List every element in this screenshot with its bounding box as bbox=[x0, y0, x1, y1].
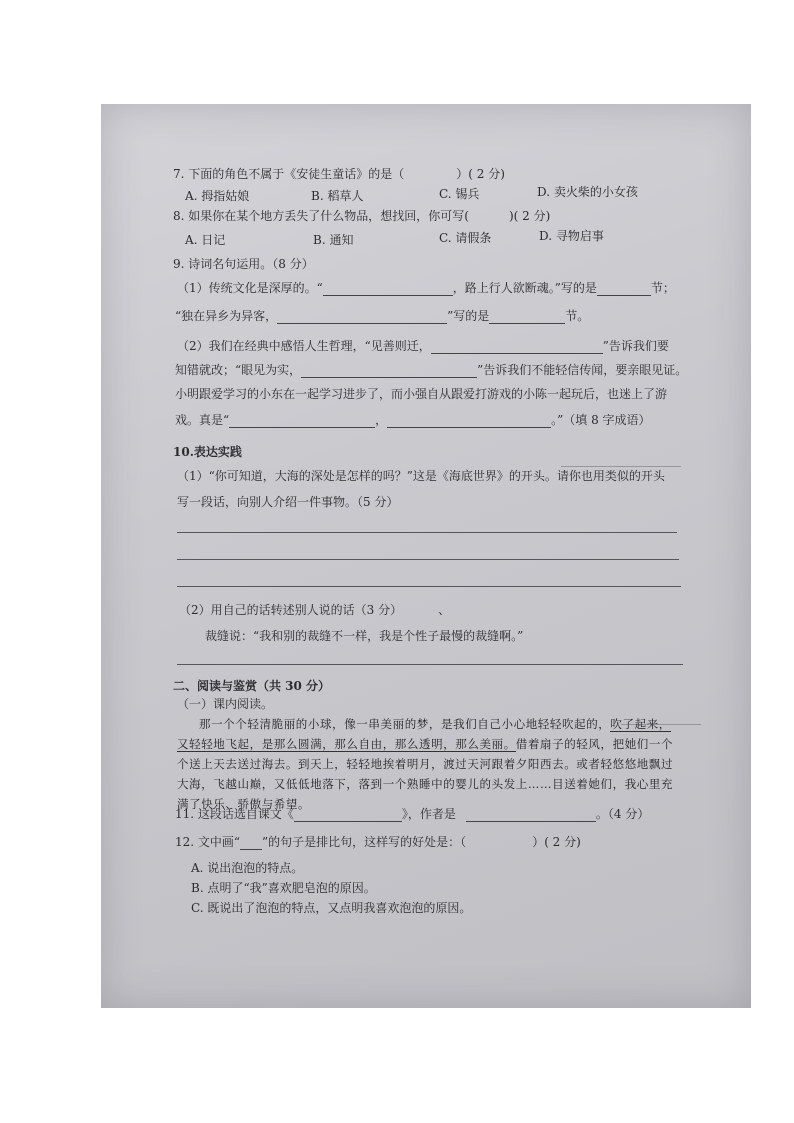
question-9-title: 9. 诗词名句运用。（8 分） bbox=[173, 257, 314, 271]
q9-l3b: ”告诉我们要 bbox=[602, 339, 669, 353]
q9-blank-5[interactable] bbox=[431, 341, 603, 354]
passage-line-2-text: 借着扇子的轻风，把她们一个 bbox=[515, 737, 674, 751]
q9-l2a: “独在异乡为异客， bbox=[175, 309, 278, 323]
q9-blank-8[interactable] bbox=[387, 415, 551, 428]
q9-l6b: ， bbox=[375, 413, 388, 427]
passage-line-5: 满了快乐、骄傲与希望。 bbox=[177, 797, 311, 811]
q12-c: ）( 2 分) bbox=[532, 835, 581, 849]
answer-line-2[interactable] bbox=[177, 559, 679, 560]
q7-option-b: B. 稻草人 bbox=[311, 189, 364, 203]
question-8 bbox=[173, 208, 550, 224]
q9-l1b: ，路上行人欲断魂。”写的是 bbox=[452, 281, 597, 295]
answer-line-4[interactable] bbox=[177, 664, 683, 665]
q7-option-a: A. 拇指姑娘 bbox=[185, 189, 250, 203]
q9-line-6 bbox=[175, 412, 651, 428]
question-8-score: )( 2 分) bbox=[508, 209, 551, 223]
bleed-through-mark bbox=[561, 466, 681, 467]
q9-l6a: 戏。真是“ bbox=[175, 413, 230, 427]
q9-l1a: （1）传统文化是深厚的。“ bbox=[177, 281, 323, 295]
section-2-title: 二、阅读与鉴赏（共 30 分） bbox=[173, 679, 331, 693]
q9-line-2 bbox=[175, 308, 589, 324]
q9-blank-6[interactable] bbox=[301, 365, 477, 378]
q11-a: 11. 这段话选自课文《 bbox=[175, 807, 294, 821]
question-12 bbox=[175, 834, 581, 850]
passage-line-2 bbox=[177, 736, 673, 752]
q10-prompt-1b: 写一段话，向别人介绍一件事物。（5 分） bbox=[177, 495, 399, 509]
q7-option-c: C. 锡兵 bbox=[439, 187, 480, 201]
q11-c: 。（4 分） bbox=[595, 807, 650, 821]
passage-underlined-2: 又轻轻地飞起，是那么圆满，那么自由，那么透明，那么美丽。 bbox=[177, 737, 516, 751]
section-2-subtitle: （一）课内阅读。 bbox=[177, 697, 274, 711]
q8-option-d: D. 寻物启事 bbox=[539, 229, 604, 243]
q12-underline-sample bbox=[240, 837, 262, 850]
passage-line-1 bbox=[199, 716, 671, 732]
q8-option-b: B. 通知 bbox=[313, 233, 354, 247]
q9-l6c: 。”（填 8 字成语） bbox=[551, 413, 651, 427]
q9-blank-4[interactable] bbox=[489, 311, 565, 324]
q8-option-a: A. 日记 bbox=[185, 233, 226, 247]
q10-quote: 裁缝说：“我和别的裁缝不一样，我是个性子最慢的裁缝啊。” bbox=[205, 629, 524, 643]
q9-l4b: ”告诉我们不能轻信传闻，要亲眼见证。 bbox=[477, 363, 688, 377]
q9-line-1 bbox=[177, 280, 675, 296]
question-10-title: 10.表达实践 bbox=[173, 445, 242, 459]
q9-blank-3[interactable] bbox=[277, 311, 447, 324]
stray-mark: 、 bbox=[438, 603, 451, 617]
q12-a: 12. 文中画“ bbox=[175, 835, 241, 849]
q9-l2b: ”写的是 bbox=[447, 309, 490, 323]
passage-line-3: 个送上天去送过海去。到天上，轻轻地挨着明月，渡过天河跟着夕阳西去。或者轻悠悠地飘过 bbox=[177, 757, 674, 771]
q12-option-c: C. 既说出了泡泡的特点，又点明我喜欢泡泡的原因。 bbox=[191, 901, 472, 915]
q9-l1c: 节； bbox=[650, 281, 675, 295]
answer-line-3[interactable] bbox=[177, 586, 681, 587]
q11-b: 》，作者是 bbox=[401, 807, 456, 821]
exam-photo bbox=[101, 104, 751, 1008]
q12-option-a: A. 说出泡泡的特点。 bbox=[191, 861, 304, 875]
q7-option-d: D. 卖火柴的小女孩 bbox=[537, 185, 638, 199]
q11-blank-title[interactable] bbox=[294, 809, 402, 822]
q9-line-4 bbox=[175, 362, 687, 378]
q12-b: ”的句子是排比句，这样写的好处是：（ bbox=[262, 835, 467, 849]
q9-blank-7[interactable] bbox=[229, 415, 375, 428]
question-8-stem: 8. 如果你在某个地方丢失了什么物品，想找回，你可写( bbox=[173, 209, 469, 223]
q9-blank-2[interactable] bbox=[597, 283, 651, 296]
question-7-stem: 7. 下面的角色不属于《安徒生童话》的是（ bbox=[173, 167, 405, 181]
q10-p2-text: （2）用自己的话转述别人说的话（3 分） bbox=[179, 603, 403, 617]
passage-underlined-1: 吹了起来， bbox=[610, 717, 671, 731]
q8-option-c: C. 请假条 bbox=[439, 231, 492, 245]
passage-line-1-text: 那一个个轻清脆丽的小球，像一串美丽的梦，是我们自己小心地轻轻吹起的， bbox=[199, 717, 611, 731]
q10-prompt-1a: （1）“你可知道，大海的深处是怎样的吗？”这是《海底世界》的开头。请你也用类似的开头 bbox=[177, 469, 665, 483]
bleed-through-mark bbox=[621, 724, 701, 725]
q11-blank-author[interactable] bbox=[466, 809, 596, 822]
q9-l4a: 知错就改；“眼见为实， bbox=[175, 363, 302, 377]
answer-line-1[interactable] bbox=[177, 532, 677, 533]
question-7 bbox=[173, 166, 505, 182]
passage-line-4: 大海，飞越山巅，又低低地落下，落到一个熟睡中的婴儿的头发上……目送着她们，我心里充 bbox=[177, 777, 674, 791]
q9-line-5: 小明跟爱学习的小东在一起学习进步了，而小强自从跟爱打游戏的小陈一起玩后，也迷上了游 bbox=[175, 387, 668, 401]
question-7-score: ）( 2 分) bbox=[456, 167, 505, 181]
q12-option-b: B. 点明了“我”喜欢肥皂泡的原因。 bbox=[191, 881, 376, 895]
q9-l3a: （2）我们在经典中感悟人生哲理，“见善则迁， bbox=[177, 339, 431, 353]
q9-blank-1[interactable] bbox=[323, 283, 453, 296]
question-11 bbox=[175, 806, 649, 822]
q9-l2c: 节。 bbox=[565, 309, 590, 323]
q10-prompt-2 bbox=[179, 602, 450, 618]
q9-line-3 bbox=[177, 338, 669, 354]
